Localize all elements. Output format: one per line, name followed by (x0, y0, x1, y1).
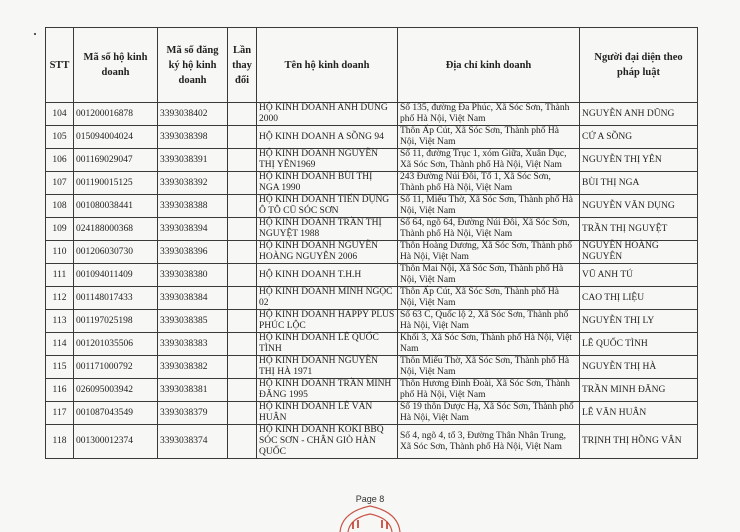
header-stt: STT (46, 28, 74, 103)
row-legal-representative: TRẦN MINH ĐĂNG (580, 379, 698, 402)
row-business-name: HỘ KINH DOANH ANH DŨNG 2000 (257, 103, 398, 126)
row-stt: 108 (46, 195, 74, 218)
row-registration-code: 3393038396 (158, 241, 228, 264)
row-business-code: 001148017433 (74, 287, 158, 310)
row-business-name: HỘ KINH DOANH NGUYỄN THỊ YÊN1969 (257, 149, 398, 172)
row-stt: 104 (46, 103, 74, 126)
row-registration-code: 3393038398 (158, 126, 228, 149)
row-stt: 106 (46, 149, 74, 172)
row-business-code: 001171000792 (74, 356, 158, 379)
row-address: 243 Đường Núi Đôi, Tổ 1, Xã Sóc Sơn, Thành phố Hà Nội, Việt Nam (398, 172, 580, 195)
row-change-count (228, 241, 257, 264)
table-row (46, 287, 698, 310)
row-stt: 112 (46, 287, 74, 310)
row-change-count (228, 218, 257, 241)
scan-speck (34, 33, 36, 35)
row-legal-representative: TRỊNH THỊ HỒNG VÂN (580, 425, 698, 459)
row-address: Số 63 C, Quốc lộ 2, Xã Sóc Sơn, Thành phố Hà Nội, Việt Nam (398, 310, 580, 333)
row-registration-code: 3393038402 (158, 103, 228, 126)
row-stt: 105 (46, 126, 74, 149)
row-business-code: 001200016878 (74, 103, 158, 126)
header-business-code: Mã số hộ kinh doanh (74, 28, 158, 103)
row-business-name: HỘ KINH DOANH TIẾN DỤNG Ô TÔ CŨ SÓC SƠN (257, 195, 398, 218)
row-business-name: HỘ KINH DOANH T.H.H (257, 264, 398, 287)
row-business-code: 001087043549 (74, 402, 158, 425)
row-registration-code: 3393038380 (158, 264, 228, 287)
row-legal-representative: LÊ QUỐC TÌNH (580, 333, 698, 356)
row-registration-code: 3393038384 (158, 287, 228, 310)
row-change-count (228, 103, 257, 126)
row-change-count (228, 402, 257, 425)
table-row (46, 126, 698, 149)
row-change-count (228, 287, 257, 310)
row-address: Số 11, đường Trục 1, xóm Giữa, Xuân Dục, Xã Sóc Sơn, Thành phố Hà Nội, Việt Nam (398, 149, 580, 172)
table-row (46, 264, 698, 287)
row-registration-code: 3393038382 (158, 356, 228, 379)
table-row (46, 195, 698, 218)
row-address: Thôn Ấp Cút, Xã Sóc Sơn, Thành phố Hà Nội, Việt Nam (398, 126, 580, 149)
row-business-name: HỘ KINH DOANH A SỒNG 94 (257, 126, 398, 149)
row-change-count (228, 195, 257, 218)
row-address: Số 135, đường Đa Phúc, Xã Sóc Sơn, Thành phố Hà Nội, Việt Nam (398, 103, 580, 126)
row-legal-representative: NGUYỄN THỊ LY (580, 310, 698, 333)
row-business-name: HỘ KINH DOANH LÊ QUỐC TÌNH (257, 333, 398, 356)
header-business-name: Tên hộ kinh doanh (257, 28, 398, 103)
row-business-code: 001201035506 (74, 333, 158, 356)
row-legal-representative: CAO THỊ LIỆU (580, 287, 698, 310)
row-business-code: 024188000368 (74, 218, 158, 241)
row-business-code: 026095003942 (74, 379, 158, 402)
row-legal-representative: NGUYỄN HOÀNG NGUYÊN (580, 241, 698, 264)
row-business-name: HỘ KINH DOANH NGUYỄN HOÀNG NGUYÊN 2006 (257, 241, 398, 264)
row-address: Khối 3, Xã Sóc Sơn, Thành phố Hà Nội, Việt Nam (398, 333, 580, 356)
row-address: Thôn Hương Đình Đoài, Xã Sóc Sơn, Thành phố Hà Nội, Việt Nam (398, 379, 580, 402)
row-legal-representative: NGUYỄN ANH DŨNG (580, 103, 698, 126)
header-change-count: Lần thay đổi (228, 28, 257, 103)
row-change-count (228, 310, 257, 333)
row-stt: 113 (46, 310, 74, 333)
row-registration-code: 3393038374 (158, 425, 228, 459)
row-change-count (228, 126, 257, 149)
row-change-count (228, 264, 257, 287)
table-row (46, 218, 698, 241)
page-number: Page 8 (355, 494, 385, 504)
row-legal-representative: NGUYỄN THỊ HÀ (580, 356, 698, 379)
table-row (46, 172, 698, 195)
row-business-code: 001206030730 (74, 241, 158, 264)
row-registration-code: 3393038394 (158, 218, 228, 241)
table-row (46, 356, 698, 379)
row-business-name: HỘ KINH DOANH BÙI THỊ NGA 1990 (257, 172, 398, 195)
row-legal-representative: CỨ A SỒNG (580, 126, 698, 149)
row-legal-representative: TRẦN THỊ NGUYỆT (580, 218, 698, 241)
row-address: Thôn Mai Nội, Xã Sóc Sơn, Thành phố Hà Nội, Việt Nam (398, 264, 580, 287)
row-legal-representative: NGUYỄN VĂN DỤNG (580, 195, 698, 218)
row-address: Thôn Ấp Cút, Xã Sóc Sơn, Thành phố Hà Nội, Việt Nam (398, 287, 580, 310)
row-business-code: 001080038441 (74, 195, 158, 218)
row-stt: 115 (46, 356, 74, 379)
table-row (46, 333, 698, 356)
row-registration-code: 3393038381 (158, 379, 228, 402)
row-legal-representative: BÙI THỊ NGA (580, 172, 698, 195)
row-stt: 118 (46, 425, 74, 459)
row-stt: 117 (46, 402, 74, 425)
header-legal-representative: Người đại diện theo pháp luật (580, 28, 698, 103)
row-business-code: 001197025198 (74, 310, 158, 333)
row-business-code: 001094011409 (74, 264, 158, 287)
row-stt: 109 (46, 218, 74, 241)
header-registration-code: Mã số đăng ký hộ kinh doanh (158, 28, 228, 103)
row-business-code: 001190015125 (74, 172, 158, 195)
row-change-count (228, 379, 257, 402)
row-registration-code: 3393038392 (158, 172, 228, 195)
row-change-count (228, 149, 257, 172)
row-business-name: HỘ KINH DOANH TRẦN MINH ĐĂNG 1995 (257, 379, 398, 402)
row-business-name: HỘ KINH DOANH MINH NGỌC 02 (257, 287, 398, 310)
business-registry-table (45, 27, 698, 459)
row-address: Thôn Miếu Thờ, Xã Sóc Sơn, Thành phố Hà Nội, Việt Nam (398, 356, 580, 379)
table-row (46, 149, 698, 172)
table-row (46, 310, 698, 333)
row-stt: 111 (46, 264, 74, 287)
row-change-count (228, 172, 257, 195)
row-legal-representative: VŨ ANH TÚ (580, 264, 698, 287)
row-stt: 114 (46, 333, 74, 356)
table-row (46, 103, 698, 126)
row-business-name: HỘ KINH DOANH LÊ VĂN HUÂN (257, 402, 398, 425)
table-row (46, 241, 698, 264)
row-registration-code: 3393038388 (158, 195, 228, 218)
row-address: Số 11, Miếu Thờ, Xã Sóc Sơn, Thành phố Hà Nội, Việt Nam (398, 195, 580, 218)
row-address: Thôn Hoàng Dương, Xã Sóc Sơn, Thành phố Hà Nội, Việt Nam (398, 241, 580, 264)
row-business-code: 001300012374 (74, 425, 158, 459)
row-address: Số 19 thôn Dược Hạ, Xã Sóc Sơn, Thành phố Hà Nội, Việt Nam (398, 402, 580, 425)
row-business-code: 001169029047 (74, 149, 158, 172)
row-registration-code: 3393038391 (158, 149, 228, 172)
row-change-count (228, 425, 257, 459)
red-seal-stamp (330, 492, 410, 532)
table-row (46, 425, 698, 459)
row-business-code: 015094004024 (74, 126, 158, 149)
row-address: Số 4, ngõ 4, tổ 3, Đường Thân Nhân Trung, Xã Sóc Sơn, Thành phố Hà Nội, Việt Nam (398, 425, 580, 459)
row-business-name: HỘ KINH DOANH NGUYỄN THỊ HÀ 1971 (257, 356, 398, 379)
header-address: Địa chỉ kinh doanh (398, 28, 580, 103)
row-registration-code: 3393038385 (158, 310, 228, 333)
row-business-name: HỘ KINH DOANH HAPPY PLUS PHÚC LỘC (257, 310, 398, 333)
table-header-row (46, 28, 698, 103)
table-row (46, 379, 698, 402)
row-stt: 116 (46, 379, 74, 402)
row-stt: 110 (46, 241, 74, 264)
row-address: Số 64, ngõ 64, Đường Núi Đôi, Xã Sóc Sơn, Thành phố Hà Nội, Việt Nam (398, 218, 580, 241)
row-business-name: HỘ KINH DOANH KOKI BBQ SÓC SƠN - CHÂN GIÒ HÀN QUỐC (257, 425, 398, 459)
row-legal-representative: NGUYỄN THỊ YÊN (580, 149, 698, 172)
row-change-count (228, 356, 257, 379)
row-registration-code: 3393038379 (158, 402, 228, 425)
row-legal-representative: LÊ VĂN HUÂN (580, 402, 698, 425)
row-stt: 107 (46, 172, 74, 195)
row-business-name: HỘ KINH DOANH TRẦN THỊ NGUYỆT 1988 (257, 218, 398, 241)
row-change-count (228, 333, 257, 356)
table-row (46, 402, 698, 425)
row-registration-code: 3393038383 (158, 333, 228, 356)
